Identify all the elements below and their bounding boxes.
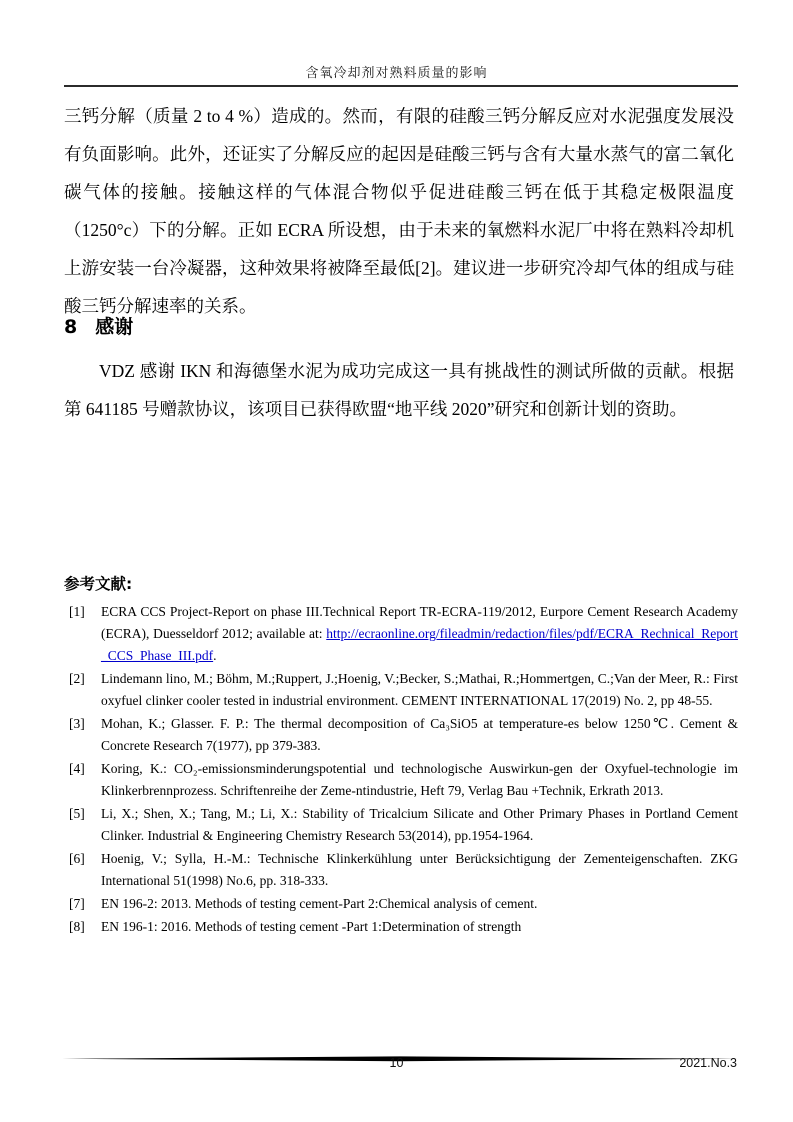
reference-item	[64, 713, 738, 757]
section-title: 感谢	[95, 316, 134, 338]
running-header-title: 含氧冷却剂对熟料质量的影响	[305, 65, 488, 80]
footer	[0, 1056, 793, 1076]
acknowledgements-paragraph: VDZ 感谢 IKN 和海德堡水泥为成功完成这一具有挑战性的测试所做的贡献。根据第 641185 号赠款协议，该项目已获得欧盟“地平线 2020”研究和创新计划的资助。	[64, 361, 734, 419]
reference-item	[64, 668, 738, 712]
references-list	[64, 601, 738, 939]
reference-item	[64, 601, 738, 667]
reference-number: [8]	[69, 919, 85, 934]
reference-text: EN 196-2: 2013. Methods of testing cement-Part 2:Chemical analysis of cement.	[101, 896, 538, 911]
reference-number: [2]	[69, 671, 85, 686]
references-heading: 参考文献:	[64, 575, 133, 593]
header-rule	[64, 85, 738, 87]
reference-number: [4]	[69, 761, 85, 776]
reference-item	[64, 916, 738, 938]
reference-item	[64, 893, 738, 915]
reference-link[interactable]: http://ecraonline.org/fileadmin/redaction/files/pdf/ECRA_Rechnical_Report_CCS_Phase_III.pdf	[101, 626, 738, 663]
reference-number: [3]	[69, 716, 85, 731]
footer-page-number: 10	[389, 1056, 404, 1070]
footer-rule	[62, 1049, 738, 1055]
reference-text: Li, X.; Shen, X.; Tang, M.; Li, X.: Stability of Tricalcium Silicate and Other Primary Phases in Portland Cement Clinker. Industrial & Engineering Chemistry Research 53(2014), pp.1954-1964.	[101, 806, 738, 843]
reference-text: Lindemann lino, M.; Böhm, M.;Ruppert, J.;Hoenig, V.;Becker, S.;Mathai, R.;Hommertgen, C.;Van der Meer, R.: First oxyfuel clinker cooler tested in industrial environment. CEMENT INTERNATIONAL 17(2019) No. 2, pp 48-55.	[101, 671, 738, 708]
reference-text: EN 196-1: 2016. Methods of testing cement -Part 1:Determination of strength	[101, 919, 522, 934]
section-heading-acknowledgements	[64, 312, 133, 339]
reference-number: [7]	[69, 896, 85, 911]
reference-item	[64, 758, 738, 802]
reference-item	[64, 803, 738, 847]
reference-number: [1]	[69, 604, 85, 619]
section-number: 8	[64, 316, 78, 338]
reference-text: Koring, K.: CO₂-emissionsminderungspotential und technologische Auswirkun-gen der Oxyfuel-technologie im Klinkerbrennprozess. Schriftenreihe der Zeme-ntindustrie, Heft 79, Verlag Bau +Technik, Erkrath 2013.	[101, 761, 738, 798]
reference-text: Hoenig, V.; Sylla, H.-M.: Technische Klinkerkühlung unter Berücksichtigung der Zementeigenschaften. ZKG International 51(1998) No.6, pp. 318-333.	[101, 851, 738, 888]
reference-text: ECRA CCS Project-Report on phase III.Technical Report TR-ECRA-119/2012, Eurpore Cement Research Academy (ECRA), Duesseldorf 2012; available at:	[101, 604, 738, 641]
reference-number: [5]	[69, 806, 85, 821]
reference-text: Mohan, K.; Glasser. F. P.: The thermal decomposition of Ca₃SiO5 at temperature-es below 1250℃. Cement & Concrete Research 7(1977), pp 379-383.	[101, 716, 738, 753]
reference-text-after-link: .	[213, 648, 217, 663]
footer-issue-label: 2021.No.3	[679, 1056, 737, 1070]
body-paragraph: 三钙分解（质量 2 to 4 %）造成的。然而，有限的硅酸三钙分解反应对水泥强度发展没有负面影响。此外，还证实了分解反应的起因是硅酸三钙与含有大量水蒸气的富二氧化碳气体的接触。接触这样的气体混合物似乎促进硅酸三钙在低于其稳定极限温度（1250°c）下的分解。正如 ECRA 所设想，由于未来的氧燃料水泥厂中将在熟料冷却机上游安装一台冷凝器，这种效果将被降至最低[2]。建议进一步研究冷却气体的组成与硅酸三钙分解速率的关系。	[64, 106, 734, 316]
reference-number: [6]	[69, 851, 85, 866]
reference-item	[64, 848, 738, 892]
